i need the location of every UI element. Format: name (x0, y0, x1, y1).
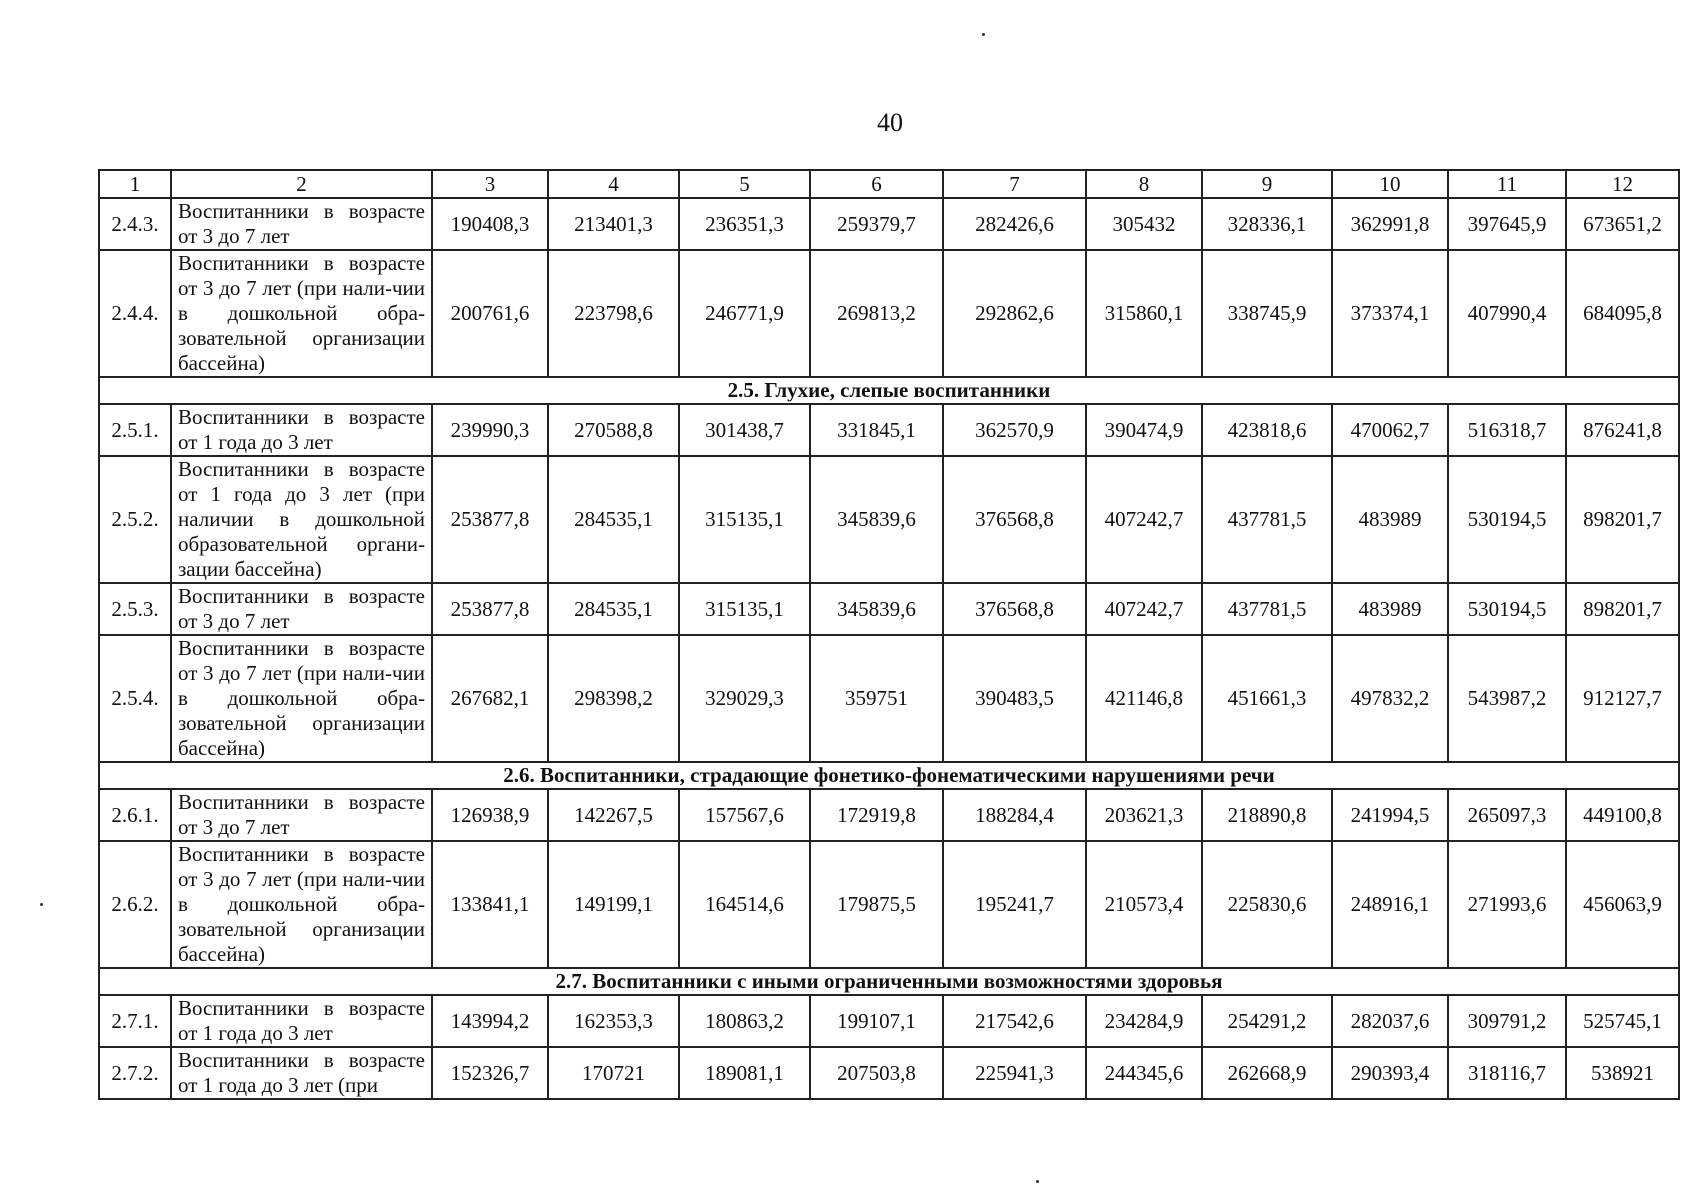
table-row (99, 841, 1679, 968)
value-cell: 234284,9 (1086, 995, 1202, 1047)
table-row (99, 250, 1679, 377)
value-cell: 497832,2 (1332, 635, 1448, 762)
value-cell: 898201,7 (1566, 456, 1679, 583)
row-description: Воспитанники в возрасте от 3 до 7 лет (при нали-чии в дошкольной обра-зовательной организации бассейна) (171, 250, 432, 377)
page-number: 40 (877, 108, 903, 137)
value-cell: 362991,8 (1332, 198, 1448, 250)
value-cell: 315135,1 (679, 583, 810, 635)
value-cell: 912127,7 (1566, 635, 1679, 762)
value-cell: 259379,7 (810, 198, 943, 250)
value-cell: 301438,7 (679, 404, 810, 456)
value-cell: 373374,1 (1332, 250, 1448, 377)
value-cell: 876241,8 (1566, 404, 1679, 456)
row-description: Воспитанники в возрасте от 1 года до 3 лет (171, 995, 432, 1047)
value-cell: 254291,2 (1202, 995, 1332, 1047)
value-cell: 269813,2 (810, 250, 943, 377)
value-cell: 292862,6 (943, 250, 1086, 377)
value-cell: 318116,7 (1448, 1047, 1566, 1099)
column-header: 11 (1448, 170, 1566, 198)
row-code: 2.5.1. (99, 404, 171, 456)
table-row (99, 404, 1679, 456)
row-code: 2.5.3. (99, 583, 171, 635)
value-cell: 329029,3 (679, 635, 810, 762)
row-description: Воспитанники в возрасте от 1 года до 3 лет (при наличии в дошкольной образовательной органи-зации бассейна) (171, 456, 432, 583)
value-cell: 143994,2 (432, 995, 548, 1047)
value-cell: 390483,5 (943, 635, 1086, 762)
value-cell: 126938,9 (432, 789, 548, 841)
table-row (99, 456, 1679, 583)
value-cell: 170721 (548, 1047, 679, 1099)
row-description: Воспитанники в возрасте от 3 до 7 лет (при нали-чии в дошкольной обра-зовательной организации бассейна) (171, 841, 432, 968)
value-cell: 271993,6 (1448, 841, 1566, 968)
value-cell: 225830,6 (1202, 841, 1332, 968)
value-cell: 525745,1 (1566, 995, 1679, 1047)
value-cell: 189081,1 (679, 1047, 810, 1099)
value-cell: 172919,8 (810, 789, 943, 841)
value-cell: 397645,9 (1448, 198, 1566, 250)
value-cell: 423818,6 (1202, 404, 1332, 456)
value-cell: 149199,1 (548, 841, 679, 968)
value-cell: 284535,1 (548, 456, 679, 583)
row-description: Воспитанники в возрасте от 3 до 7 лет (171, 789, 432, 841)
value-cell: 516318,7 (1448, 404, 1566, 456)
value-cell: 162353,3 (548, 995, 679, 1047)
table-row (99, 635, 1679, 762)
value-cell: 437781,5 (1202, 456, 1332, 583)
value-cell: 199107,1 (810, 995, 943, 1047)
value-cell: 188284,4 (943, 789, 1086, 841)
value-cell: 217542,6 (943, 995, 1086, 1047)
value-cell: 246771,9 (679, 250, 810, 377)
column-header: 6 (810, 170, 943, 198)
value-cell: 345839,6 (810, 583, 943, 635)
value-cell: 218890,8 (1202, 789, 1332, 841)
value-cell: 244345,6 (1086, 1047, 1202, 1099)
value-cell: 253877,8 (432, 583, 548, 635)
row-description: Воспитанники в возрасте от 1 года до 3 лет (при (171, 1047, 432, 1099)
value-cell: 298398,2 (548, 635, 679, 762)
value-cell: 331845,1 (810, 404, 943, 456)
value-cell: 345839,6 (810, 456, 943, 583)
row-code: 2.4.4. (99, 250, 171, 377)
row-description: Воспитанники в возрасте от 3 до 7 лет (171, 198, 432, 250)
value-cell: 203621,3 (1086, 789, 1202, 841)
value-cell: 284535,1 (548, 583, 679, 635)
value-cell: 684095,8 (1566, 250, 1679, 377)
row-description: Воспитанники в возрасте от 1 года до 3 лет (171, 404, 432, 456)
value-cell: 223798,6 (548, 250, 679, 377)
row-code: 2.5.2. (99, 456, 171, 583)
value-cell: 207503,8 (810, 1047, 943, 1099)
value-cell: 142267,5 (548, 789, 679, 841)
column-header: 1 (99, 170, 171, 198)
row-description: Воспитанники в возрасте от 3 до 7 лет (171, 583, 432, 635)
value-cell: 241994,5 (1332, 789, 1448, 841)
value-cell: 530194,5 (1448, 456, 1566, 583)
column-header: 12 (1566, 170, 1679, 198)
table-row (99, 995, 1679, 1047)
value-cell: 157567,6 (679, 789, 810, 841)
scan-speck (1036, 1180, 1039, 1183)
value-cell: 190408,3 (432, 198, 548, 250)
value-cell: 267682,1 (432, 635, 548, 762)
scan-speck (982, 33, 985, 36)
value-cell: 290393,4 (1332, 1047, 1448, 1099)
value-cell: 421146,8 (1086, 635, 1202, 762)
value-cell: 451661,3 (1202, 635, 1332, 762)
row-code: 2.6.1. (99, 789, 171, 841)
value-cell: 180863,2 (679, 995, 810, 1047)
value-cell: 133841,1 (432, 841, 548, 968)
table-row (99, 1047, 1679, 1099)
section-heading-row (99, 968, 1679, 995)
value-cell: 376568,8 (943, 456, 1086, 583)
value-cell: 359751 (810, 635, 943, 762)
value-cell: 673651,2 (1566, 198, 1679, 250)
column-header: 10 (1332, 170, 1448, 198)
tariff-table (98, 169, 1680, 1100)
value-cell: 407990,4 (1448, 250, 1566, 377)
value-cell: 315860,1 (1086, 250, 1202, 377)
value-cell: 362570,9 (943, 404, 1086, 456)
scan-speck (40, 903, 43, 906)
value-cell: 338745,9 (1202, 250, 1332, 377)
value-cell: 200761,6 (432, 250, 548, 377)
row-code: 2.5.4. (99, 635, 171, 762)
value-cell: 538921 (1566, 1047, 1679, 1099)
table-row (99, 789, 1679, 841)
value-cell: 437781,5 (1202, 583, 1332, 635)
value-cell: 315135,1 (679, 456, 810, 583)
value-cell: 470062,7 (1332, 404, 1448, 456)
section-heading-row (99, 377, 1679, 404)
value-cell: 179875,5 (810, 841, 943, 968)
column-header: 3 (432, 170, 548, 198)
value-cell: 270588,8 (548, 404, 679, 456)
table-row (99, 198, 1679, 250)
value-cell: 210573,4 (1086, 841, 1202, 968)
value-cell: 456063,9 (1566, 841, 1679, 968)
value-cell: 407242,7 (1086, 583, 1202, 635)
value-cell: 376568,8 (943, 583, 1086, 635)
section-title: 2.7. Воспитанники с иными ограниченными возможностями здоровья (99, 968, 1679, 995)
section-title: 2.5. Глухие, слепые воспитанники (99, 377, 1679, 404)
value-cell: 152326,7 (432, 1047, 548, 1099)
row-code: 2.7.1. (99, 995, 171, 1047)
column-header: 9 (1202, 170, 1332, 198)
value-cell: 253877,8 (432, 456, 548, 583)
table-row (99, 583, 1679, 635)
value-cell: 483989 (1332, 583, 1448, 635)
value-cell: 390474,9 (1086, 404, 1202, 456)
value-cell: 213401,3 (548, 198, 679, 250)
value-cell: 449100,8 (1566, 789, 1679, 841)
value-cell: 225941,3 (943, 1047, 1086, 1099)
value-cell: 407242,7 (1086, 456, 1202, 583)
value-cell: 195241,7 (943, 841, 1086, 968)
column-header: 7 (943, 170, 1086, 198)
value-cell: 328336,1 (1202, 198, 1332, 250)
value-cell: 282037,6 (1332, 995, 1448, 1047)
column-header: 2 (171, 170, 432, 198)
column-header: 8 (1086, 170, 1202, 198)
section-title: 2.6. Воспитанники, страдающие фонетико-фонематическими нарушениями речи (99, 762, 1679, 789)
header-row (99, 170, 1679, 198)
value-cell: 543987,2 (1448, 635, 1566, 762)
value-cell: 239990,3 (432, 404, 548, 456)
value-cell: 483989 (1332, 456, 1448, 583)
value-cell: 236351,3 (679, 198, 810, 250)
value-cell: 265097,3 (1448, 789, 1566, 841)
value-cell: 282426,6 (943, 198, 1086, 250)
section-heading-row (99, 762, 1679, 789)
row-description: Воспитанники в возрасте от 3 до 7 лет (при нали-чии в дошкольной обра-зовательной организации бассейна) (171, 635, 432, 762)
value-cell: 898201,7 (1566, 583, 1679, 635)
value-cell: 530194,5 (1448, 583, 1566, 635)
value-cell: 248916,1 (1332, 841, 1448, 968)
value-cell: 262668,9 (1202, 1047, 1332, 1099)
value-cell: 305432 (1086, 198, 1202, 250)
row-code: 2.4.3. (99, 198, 171, 250)
table-body (99, 170, 1679, 1099)
column-header: 4 (548, 170, 679, 198)
value-cell: 309791,2 (1448, 995, 1566, 1047)
row-code: 2.7.2. (99, 1047, 171, 1099)
value-cell: 164514,6 (679, 841, 810, 968)
column-header: 5 (679, 170, 810, 198)
row-code: 2.6.2. (99, 841, 171, 968)
